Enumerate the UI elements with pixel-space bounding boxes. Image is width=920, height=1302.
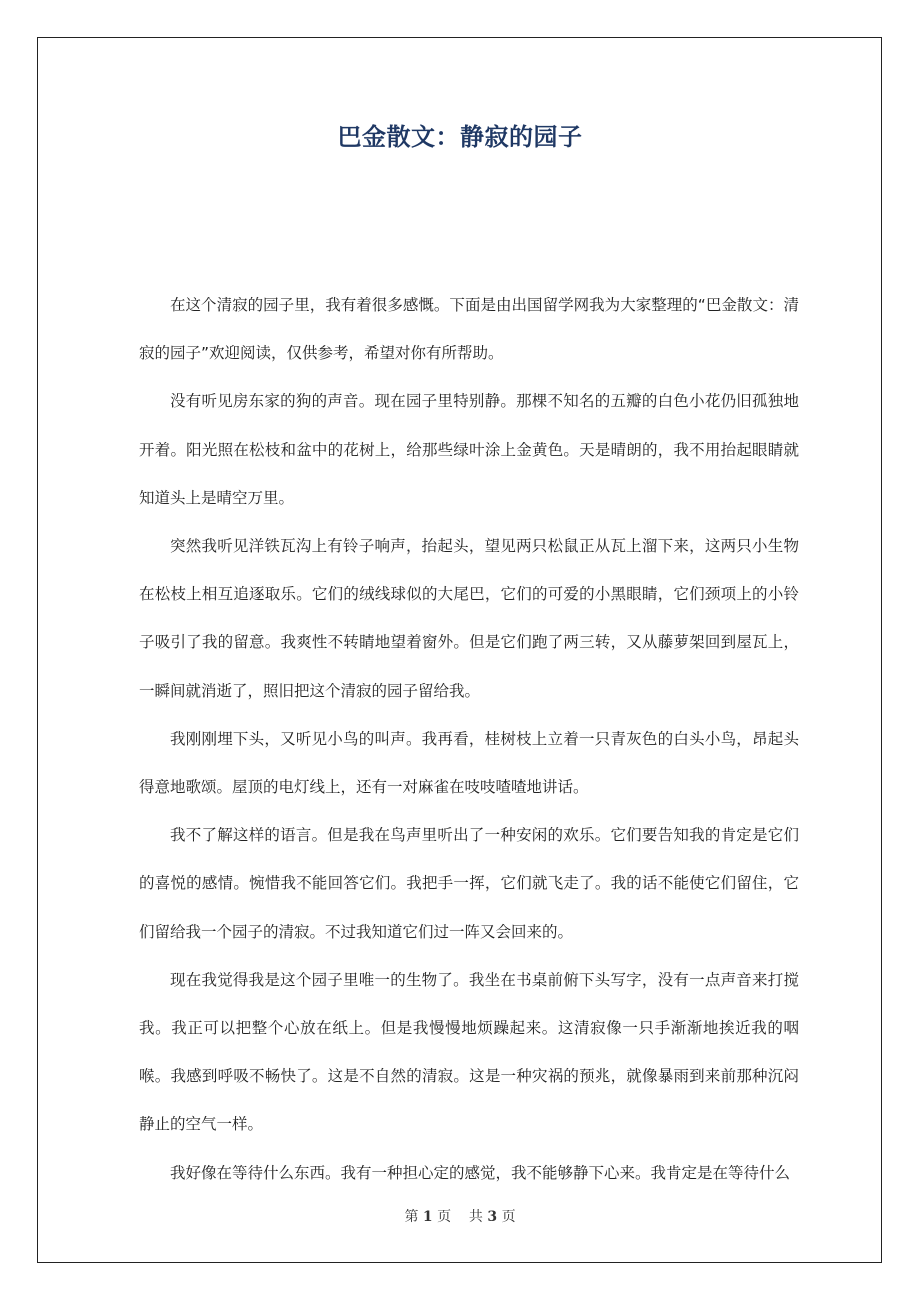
document-body [139,281,799,1197]
paragraph: 现在我觉得我是这个园子里唯一的生物了。我坐在书桌前俯下头写字，没有一点声音来打搅我。我正可以把整个心放在纸上。但是我慢慢地烦躁起来。这清寂像一只手渐渐地挨近我的咽喉。我感到呼吸不畅快了。这是不自然的清寂。这是一种灾祸的预兆，就像暴雨到来前那种沉闷静止的空气一样。 [139,970,799,1134]
document-title: 巴金散文：静寂的园子 [337,123,583,151]
current-page-number: 1 [422,1209,433,1225]
page-footer [0,1206,920,1226]
total-prefix: 共 [468,1209,483,1225]
paragraph: 突然我听见洋铁瓦沟上有铃子响声，抬起头，望见两只松鼠正从瓦上溜下来，这两只小生物在松枝上相互追逐取乐。它们的绒线球似的大尾巴，它们的可爱的小黑眼睛，它们颈项上的小铃子吸引了我的留意。我爽性不转睛地望着窗外。但是它们跑了两三转，又从藤萝架回到屋瓦上，一瞬间就消逝了，照旧把这个清寂的园子留给我。 [139,537,799,700]
page-prefix: 第 [404,1209,419,1225]
paragraph: 我刚刚埋下头，又听见小鸟的叫声。我再看，桂树枝上立着一只青灰色的白头小鸟，昂起头得意地歌颂。屋顶的电灯线上，还有一对麻雀在吱吱喳喳地讲话。 [139,729,799,797]
total-pages-number: 3 [487,1209,498,1225]
paragraph: 我好像在等待什么东西。我有一种担心定的感觉，我不能够静下心来。我肯定是在等待什么 [170,1163,791,1182]
page-unit: 页 [437,1209,452,1225]
total-unit: 页 [501,1209,516,1225]
paragraph: 在这个清寂的园子里，我有着很多感慨。下面是由出国留学网我为大家整理的“巴金散文：清寂的园子”欢迎阅读，仅供参考，希望对你有所帮助。 [139,296,799,363]
paragraph: 没有听见房东家的狗的声音。现在园子里特别静。那棵不知名的五瓣的白色小花仍旧孤独地开着。阳光照在松枝和盆中的花树上，给那些绿叶涂上金黄色。天是晴朗的，我不用抬起眼睛就知道头上是晴空万里。 [139,392,799,507]
paragraph: 我不了解这样的语言。但是我在鸟声里听出了一种安闲的欢乐。它们要告知我的肯定是它们的喜悦的感情。惋惜我不能回答它们。我把手一挥，它们就飞走了。我的话不能使它们留住，它们留给我一个园子的清寂。不过我知道它们过一阵又会回来的。 [139,826,799,941]
